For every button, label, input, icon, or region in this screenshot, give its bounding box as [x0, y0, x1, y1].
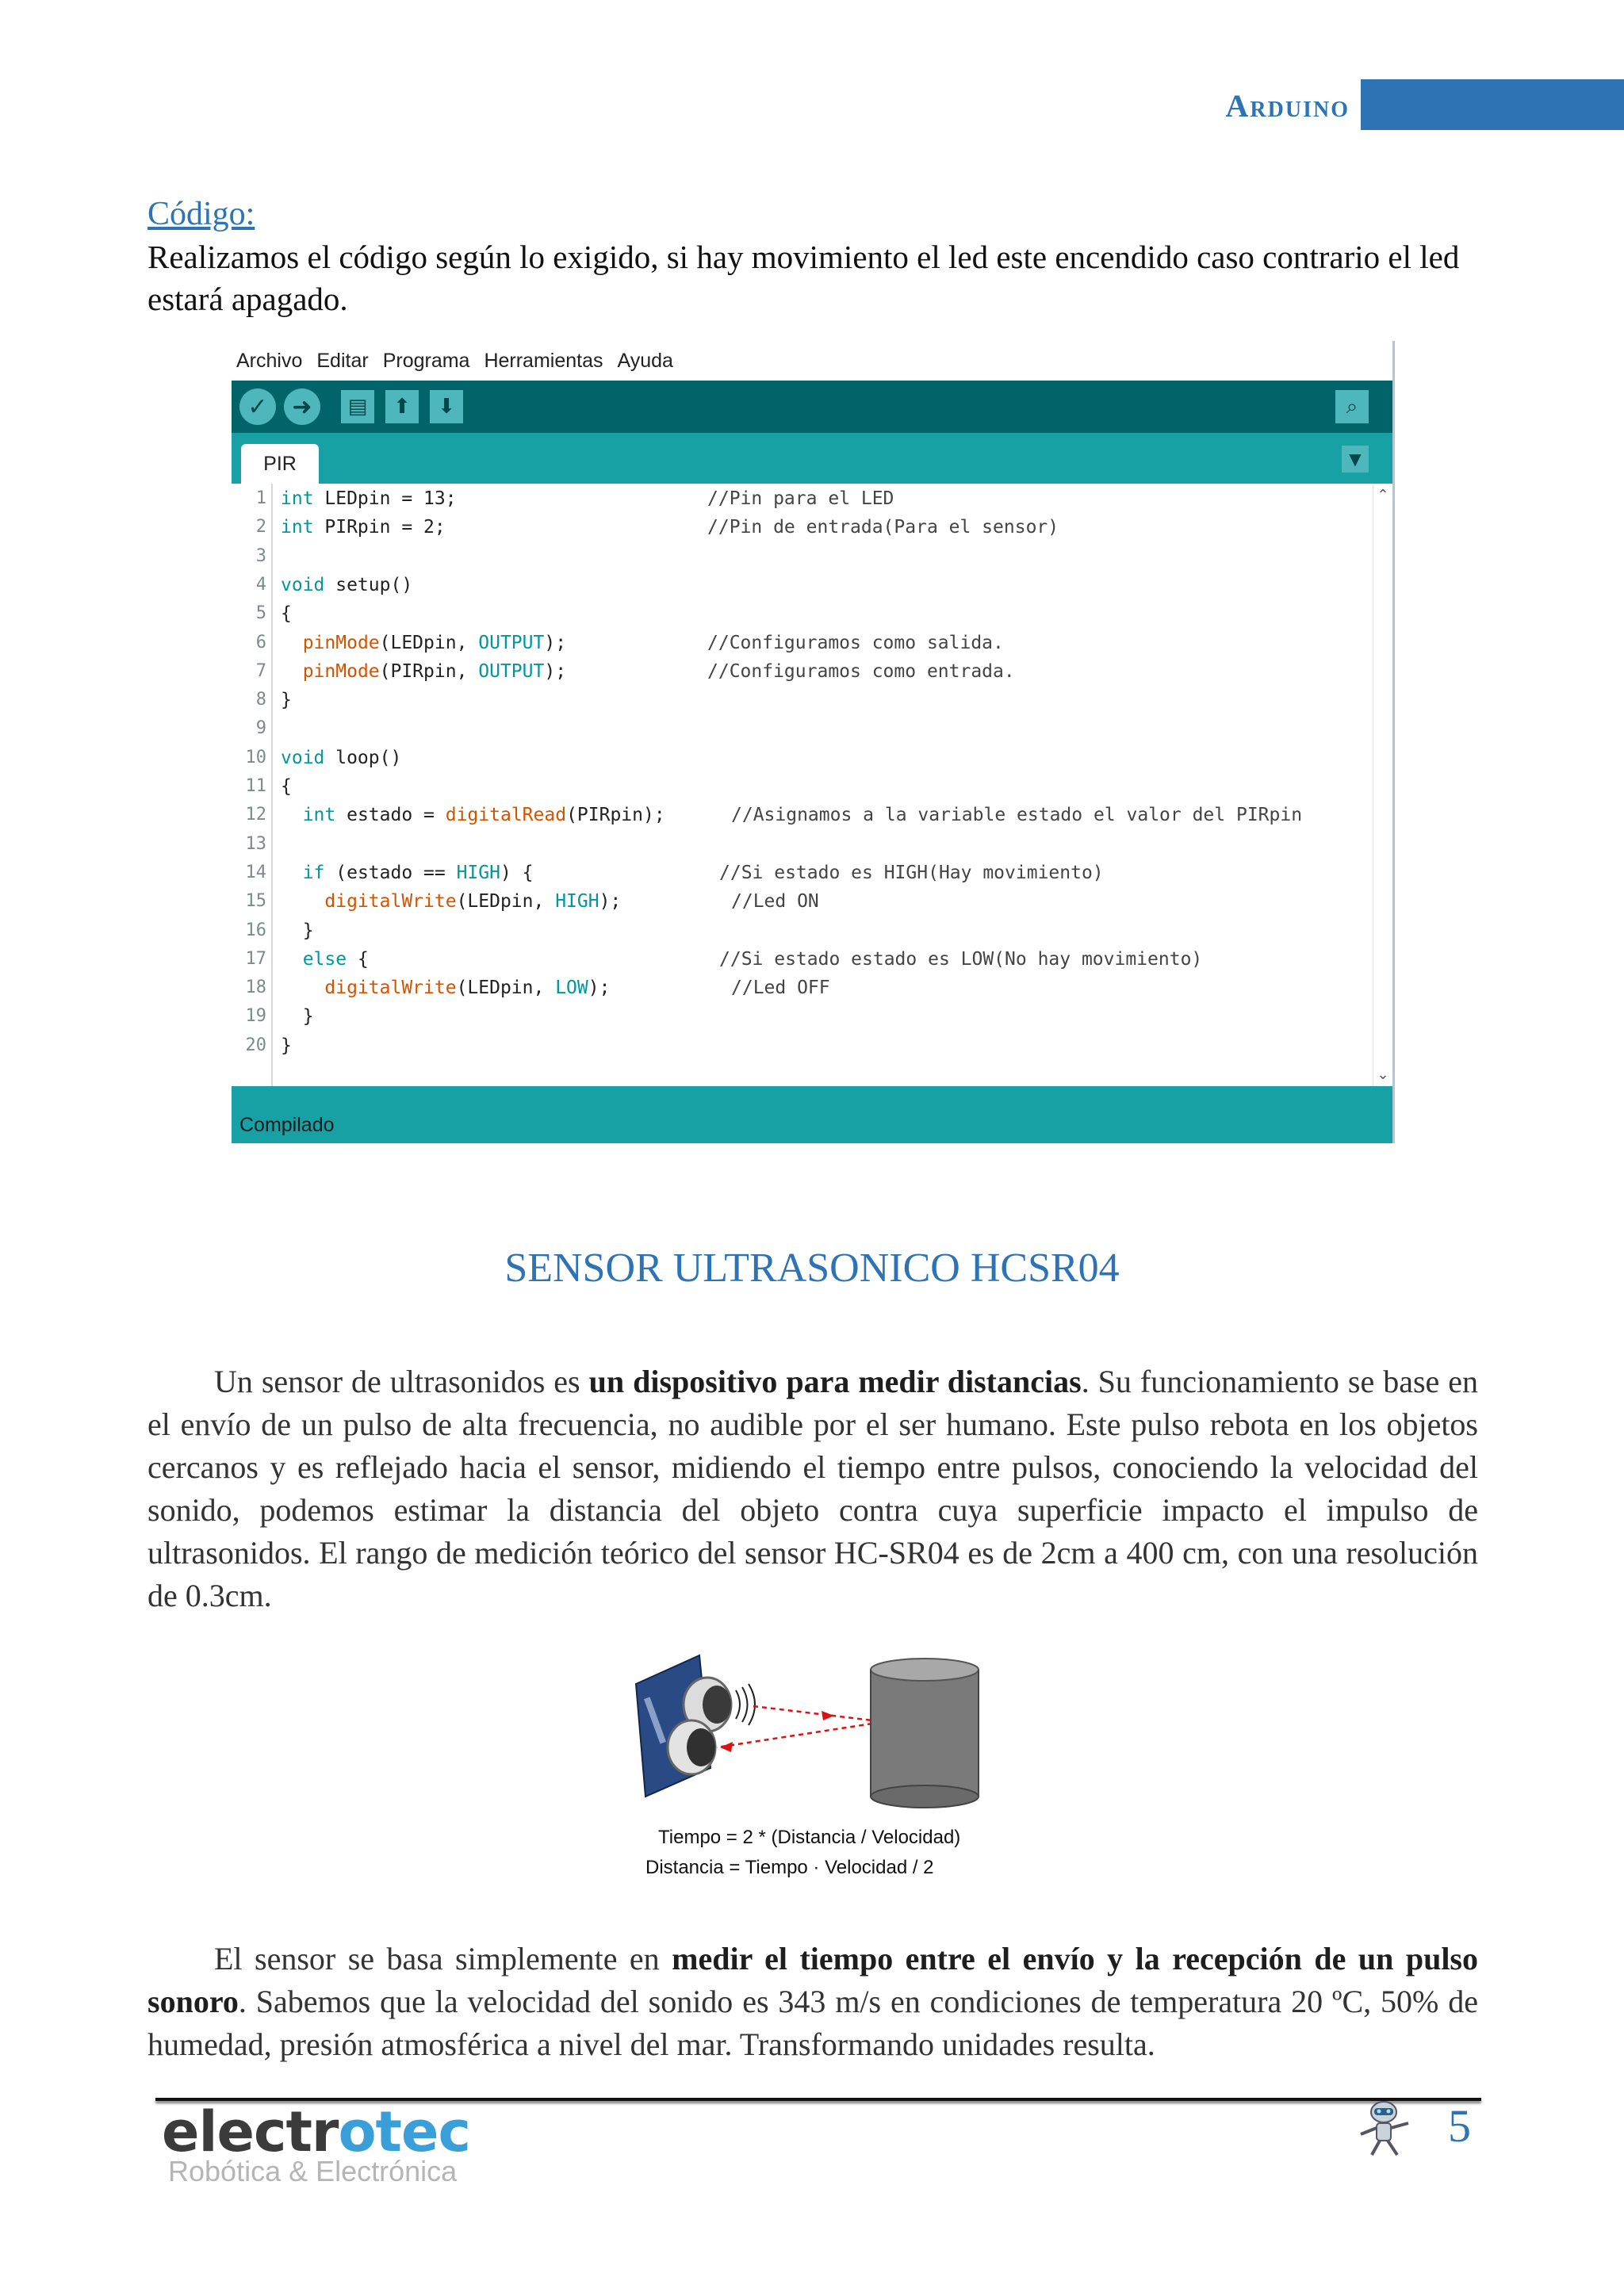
- code-line: void setup(): [281, 574, 413, 595]
- logo-part-dark: electr: [162, 2099, 339, 2164]
- code-line: digitalWrite(LEDpin, HIGH);: [324, 891, 622, 913]
- menu-editar[interactable]: Editar: [316, 349, 369, 372]
- code-comment: //Asignamos a la variable estado el valor del PIRpin: [731, 805, 1303, 826]
- p2-end: . Sabemos que la velocidad del sonido es 343 m/s en condiciones de temperatura 20 ºC, 50% de humedad, presión atmosférica a nivel del mar. Transformando unidades resulta.: [147, 1984, 1478, 2062]
- menu-herramientas[interactable]: Herramientas: [484, 349, 603, 372]
- p1-start: Un sensor de ultrasonidos es: [214, 1364, 589, 1399]
- line-number: 18: [245, 978, 266, 998]
- p1-bold: un dispositivo para medir distancias: [588, 1364, 1082, 1399]
- line-number: 11: [245, 776, 266, 796]
- open-icon[interactable]: ⬆: [385, 390, 419, 423]
- sensor-paragraph-2: [147, 1938, 1478, 2066]
- upload-icon[interactable]: ➜: [284, 388, 320, 425]
- ide-menubar: [232, 341, 1392, 381]
- header-bar: [1361, 79, 1624, 130]
- menu-archivo[interactable]: Archivo: [236, 349, 303, 372]
- line-number: 5: [255, 603, 266, 624]
- line-number: 2: [255, 517, 266, 538]
- code-line: }: [281, 920, 314, 941]
- code-comment: //Si estado estado es LOW(No hay movimiento): [719, 948, 1203, 970]
- header-title: Arduino: [1225, 88, 1350, 124]
- line-number: 9: [255, 718, 266, 739]
- code-line: {: [281, 776, 292, 797]
- scroll-down-icon[interactable]: ⌄: [1377, 1066, 1389, 1083]
- line-number: 13: [245, 833, 266, 854]
- code-line: int PIRpin = 2;: [281, 517, 446, 538]
- ide-status-bar: [232, 1086, 1392, 1143]
- code-comment: //Configuramos como salida.: [707, 632, 1004, 653]
- code-comment: //Led ON: [731, 891, 819, 913]
- tab-menu-chevron-down-icon[interactable]: ▼: [1342, 446, 1369, 473]
- line-number: 7: [255, 660, 266, 681]
- p1-end: . Su funcionamiento se base en el envío de un pulso de alta frecuencia, no audible por el ser humano. Este pulso rebota en los objetos cercanos y es reflejado hacia el sensor, midiendo el tiempo entre pulsos, conociendo la velocidad del sonido, podemos estimar la distancia del objeto contra cuya superficie impacto el impulso de ultrasonidos. El rango de medición teórico del sensor HC-SR04 es de 2cm a 400 cm, con una resolución de 0.3cm.: [147, 1364, 1478, 1613]
- line-number: 12: [245, 805, 266, 825]
- intro-paragraph: Realizamos el código según lo exigido, si hay movimiento el led este encendido caso contrario el led estará apagado.: [147, 239, 1460, 317]
- line-number: 14: [245, 862, 266, 882]
- section-label: Código:: [147, 196, 255, 232]
- code-line: {: [281, 603, 292, 625]
- code-comment: //Pin de entrada(Para el sensor): [707, 517, 1059, 538]
- code-line: void loop(): [281, 747, 402, 768]
- arduino-ide-window: [232, 341, 1395, 1143]
- code-line: }: [281, 1006, 314, 1027]
- formula-distancia: Distancia = Tiempo · Velocidad / 2: [645, 1857, 934, 1878]
- line-number: 10: [245, 747, 266, 767]
- robot-icon: [1348, 2099, 1419, 2158]
- line-number: 1: [255, 488, 266, 508]
- ide-toolbar: [232, 381, 1392, 433]
- code-comment: //Si estado es HIGH(Hay movimiento): [719, 862, 1104, 883]
- menu-programa[interactable]: Programa: [382, 349, 470, 372]
- tab-pir[interactable]: PIR: [241, 444, 319, 484]
- line-number: 16: [245, 920, 266, 940]
- line-number-gutter: [232, 484, 273, 1086]
- line-number: 6: [255, 632, 266, 652]
- code-comment: //Pin para el LED: [707, 488, 894, 509]
- line-number: 4: [255, 574, 266, 595]
- line-number: 8: [255, 690, 266, 710]
- line-number: 15: [245, 891, 266, 912]
- p2-bold: medir el tiempo entre el envío y la recepción de un pulso sonoro: [147, 1941, 1478, 2019]
- code-editor[interactable]: [232, 484, 1392, 1086]
- code-line: int LEDpin = 13;: [281, 488, 457, 509]
- code-comment: //Configuramos como entrada.: [707, 660, 1015, 682]
- formula-tiempo: Tiempo = 2 * (Distancia / Velocidad): [658, 1827, 961, 1848]
- new-icon[interactable]: ▤: [341, 390, 374, 423]
- code-line: digitalWrite(LEDpin, LOW);: [324, 978, 611, 999]
- logo-part-o: o: [338, 2099, 376, 2164]
- scroll-up-icon[interactable]: ⌃: [1377, 487, 1389, 503]
- sensor-diagram-illustration: [634, 1649, 983, 1816]
- code-line: }: [281, 690, 292, 711]
- code-line: else {: [302, 948, 369, 970]
- p2-start: El sensor se basa simplemente en: [214, 1941, 672, 1976]
- code-line: int estado = digitalRead(PIRpin);: [302, 805, 665, 826]
- section-title: SENSOR ULTRASONICO HCSR04: [504, 1246, 1120, 1291]
- page-number: 5: [1448, 2100, 1471, 2152]
- status-text: Compilado: [239, 1114, 335, 1136]
- logo-subtitle: Robótica & Electrónica: [168, 2155, 458, 2187]
- verify-icon[interactable]: ✓: [239, 388, 276, 425]
- logo-part-light: tec: [375, 2099, 470, 2164]
- ide-tabbar: [232, 433, 1392, 484]
- menu-ayuda[interactable]: Ayuda: [617, 349, 673, 372]
- code-comment: //Led OFF: [731, 978, 830, 999]
- line-number: 20: [245, 1035, 266, 1055]
- ultrasonic-sensor-figure: [634, 1649, 983, 1879]
- code-line: if (estado == HIGH) {: [302, 862, 534, 883]
- code-line: }: [281, 1035, 292, 1056]
- sensor-paragraph-1: [147, 1360, 1478, 1617]
- save-icon[interactable]: ⬇: [430, 390, 463, 423]
- code-line: pinMode(LEDpin, OUTPUT);: [302, 632, 567, 653]
- editor-scrollbar[interactable]: [1373, 484, 1392, 1086]
- code-line: pinMode(PIRpin, OUTPUT);: [302, 660, 567, 682]
- line-number: 3: [255, 545, 266, 566]
- line-number: 19: [245, 1006, 266, 1027]
- serial-monitor-icon[interactable]: ⌕: [1335, 390, 1369, 423]
- line-number: 17: [245, 948, 266, 969]
